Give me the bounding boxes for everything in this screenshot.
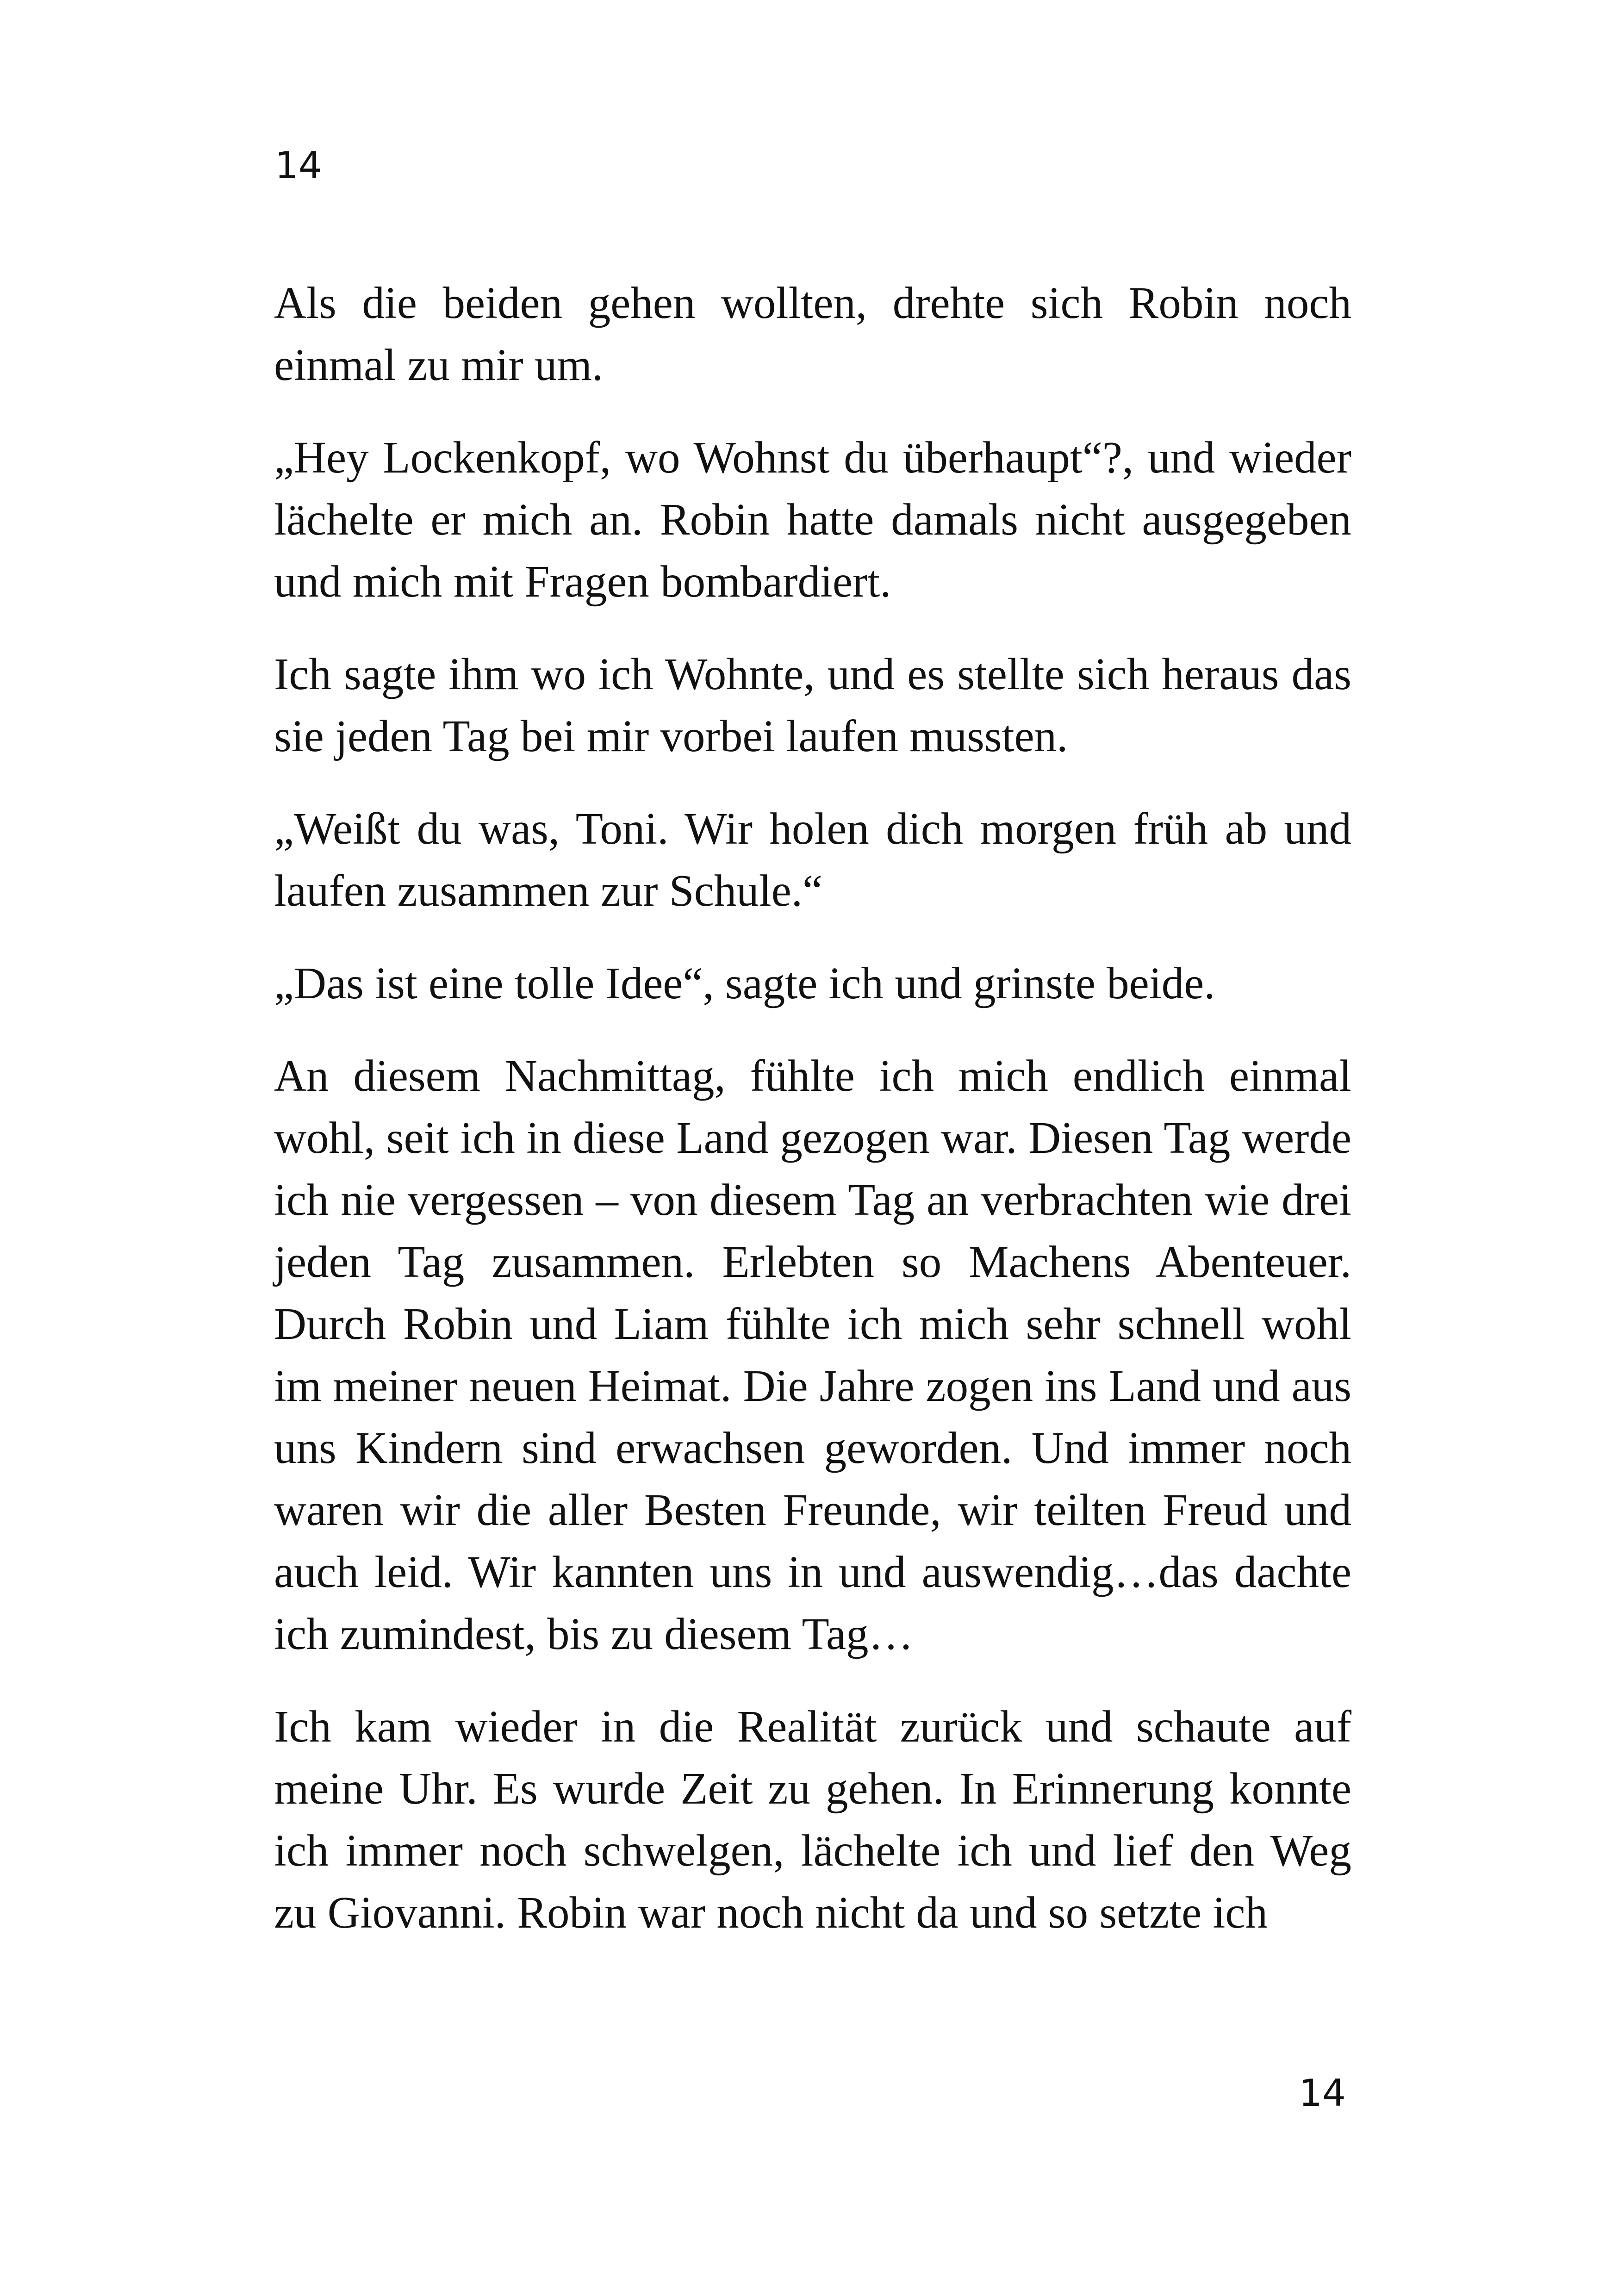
paragraph: Ich sagte ihm wo ich Wohnte, und es stellte sich heraus das sie jeden Tag bei mir vorbei laufen mussten. [274,649,1351,761]
paragraph: Ich kam wieder in die Realität zurück und schaute auf meine Uhr. Es wurde Zeit zu gehen. In Erinnerung konnte ich immer noch schwelgen, lächelte ich und lief den Weg zu Giovanni. Robin war noch nicht da und so setzte ich [274,1702,1351,1937]
paragraph: „Weißt du was, Toni. Wir holen dich morgen früh ab und laufen zusammen zur Schule.“ [274,804,1351,915]
page-number-top: 14 [275,144,322,187]
paragraph: „Hey Lockenkopf, wo Wohnst du überhaupt“?, und wieder lächelte er mich an. Robin hatte damals nicht ausgegeben und mich mit Fragen bombardiert. [274,433,1351,606]
page-number-bottom: 14 [1299,2072,1346,2115]
paragraph: „Das ist eine tolle Idee“, sagte ich und grinste beide. [274,958,1215,1008]
body-text [274,272,1351,1974]
paragraph: Als die beiden gehen wollten, drehte sich Robin noch einmal zu mir um. [274,278,1351,390]
paragraph: An diesem Nachmittag, fühlte ich mich endlich einmal wohl, seit ich in diese Land gezogen war. Diesen Tag werde ich nie vergessen – von diesem Tag an verbrachten wie drei jeden Tag zusammen. Erlebten so Machens Abenteuer. Durch Robin und Liam fühlte ich mich sehr schnell wohl im meiner neuen Heimat. Die Jahre zogen ins Land und aus uns Kindern sind erwachsen geworden. Und immer noch waren wir die aller Besten Freunde, wir teilten Freud und auch leid. Wir kannten uns in und auswendig…das dachte ich zumindest, bis zu diesem Tag… [274,1051,1351,1659]
